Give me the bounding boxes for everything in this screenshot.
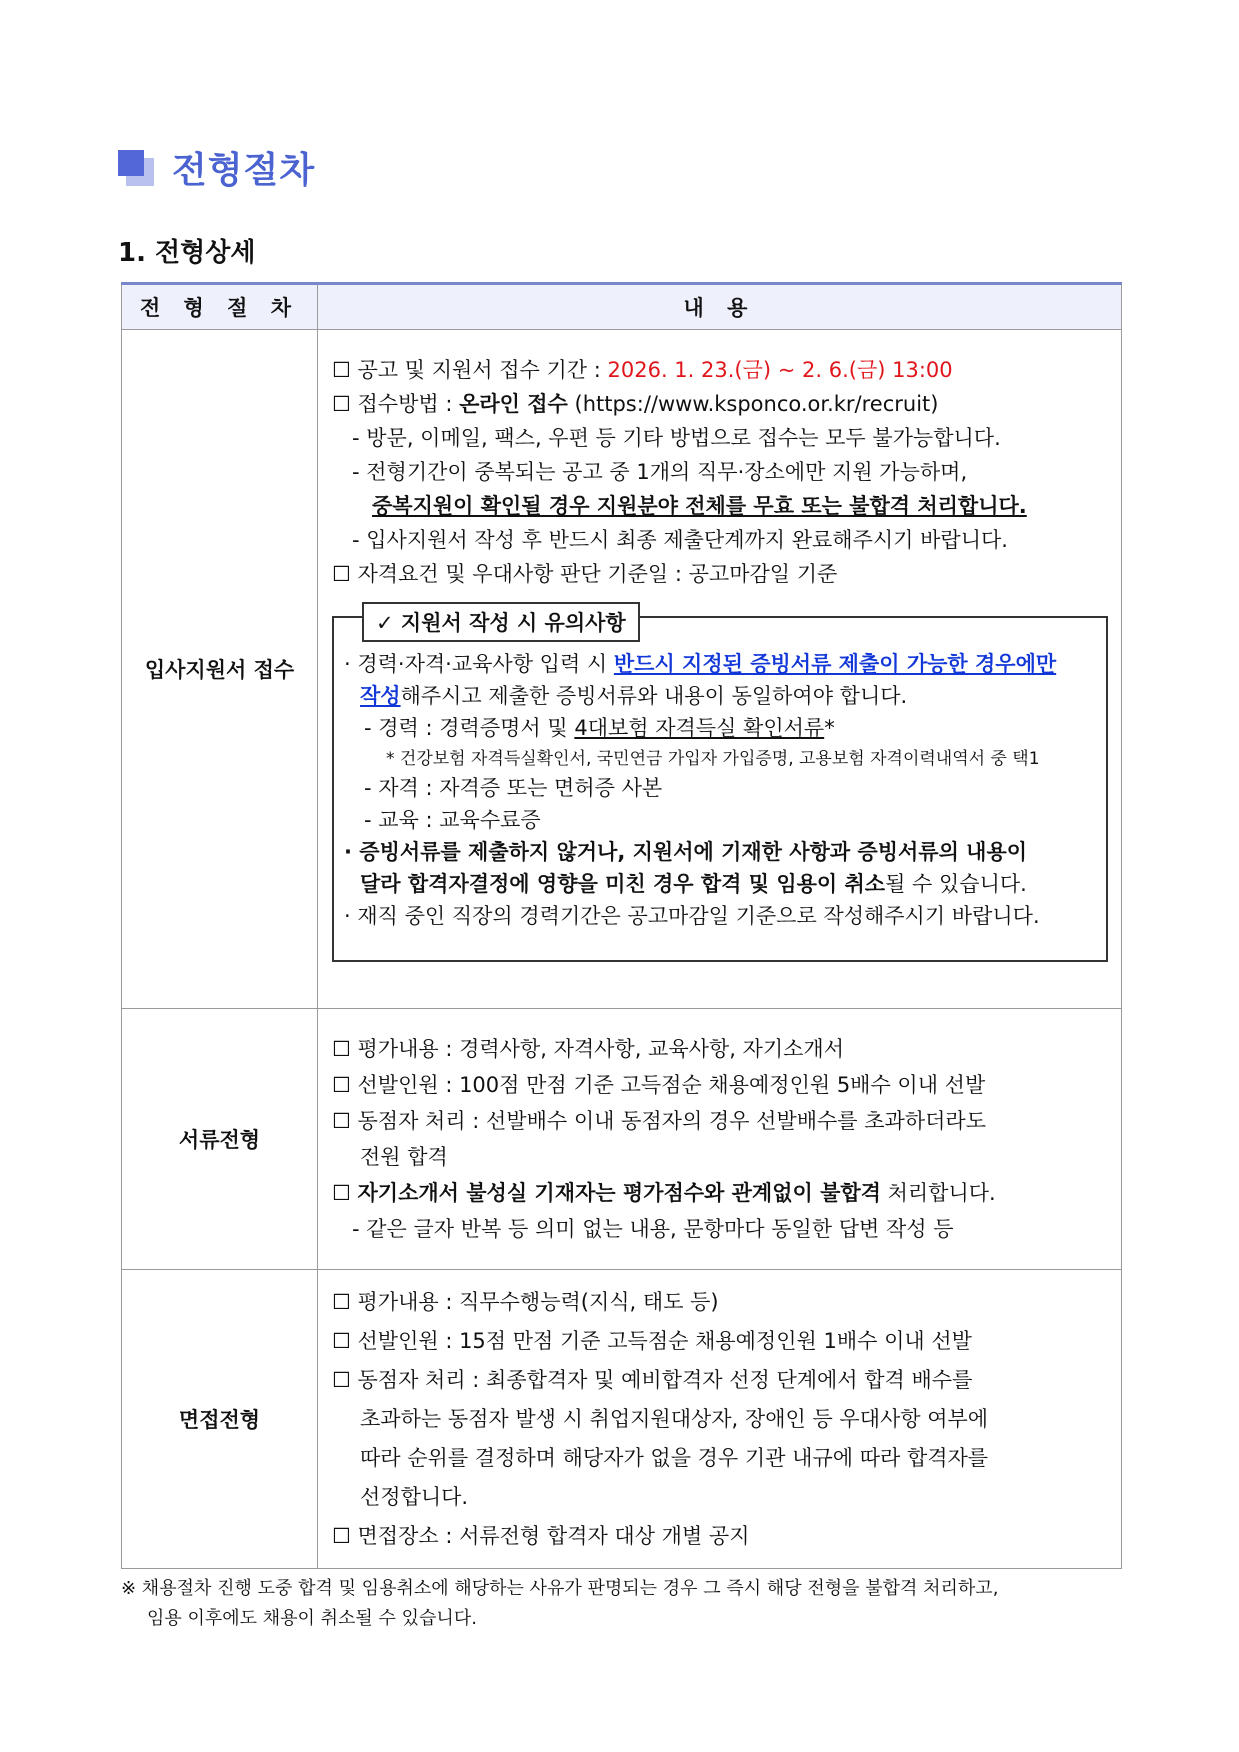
section-title: 전형절차 (172, 150, 316, 191)
text-line: 선정합니다. (360, 1485, 469, 1509)
row-content-document (318, 1009, 1122, 1270)
notice-line: · 재직 중인 직장의 경력기간은 공고마감일 기준으로 작성해주시기 바랍니다. (344, 904, 1040, 928)
text-line: ☐ 자기소개서 불성실 기재자는 평가점수와 관계없이 불합격 처리합니다. (332, 1181, 996, 1205)
footnote-line: ※ 채용절차 진행 도중 합격 및 임용취소에 해당하는 사유가 판명되는 경우 그 즉시 해당 전형을 불합격 처리하고, (121, 1578, 999, 1599)
section-heading (118, 142, 315, 193)
text-line: ☐ 평가내용 : 직무수행능력(지식, 태도 등) (332, 1290, 719, 1314)
notice-line-emphasis: · 증빙서류를 제출하지 않거나, 지원서에 기재한 사항과 증빙서류의 내용이 (344, 840, 1028, 864)
text-line: - 방문, 이메일, 팩스, 우편 등 기타 방법으로 접수는 모두 불가능합니다. (352, 426, 1001, 450)
row-label-document: 서류전형 (122, 1009, 318, 1270)
table-header-row (122, 284, 1122, 330)
notice-line: 작성해주시고 제출한 증빙서류와 내용이 동일하여야 합니다. (360, 684, 908, 708)
notice-line: - 교육 : 교육수료증 (364, 808, 541, 832)
row-content-interview (318, 1270, 1122, 1569)
text-line: - 전형기간이 중복되는 공고 중 1개의 직무·장소에만 지원 가능하며, (352, 460, 968, 484)
text-line: - 같은 글자 반복 등 의미 없는 내용, 문항마다 동일한 답변 작성 등 (352, 1217, 954, 1241)
table-row (122, 330, 1122, 1009)
notice-line: · 경력·자격·교육사항 입력 시 반드시 지정된 증빙서류 제출이 가능한 경우에만 (344, 652, 1057, 676)
square-bullet-icon (118, 150, 154, 186)
header-procedure: 전 형 절 차 (122, 284, 318, 330)
text-line-emphasis: 중복지원이 확인될 경우 지원분야 전체를 무효 또는 불합격 처리합니다. (372, 494, 1027, 518)
row-label-interview: 면접전형 (122, 1270, 318, 1569)
notice-box-title: ✓ 지원서 작성 시 유의사항 (362, 602, 640, 642)
notice-line: - 자격 : 자격증 또는 면허증 사본 (364, 776, 663, 800)
text-line: ☐ 선발인원 : 15점 만점 기준 고득점순 채용예정인원 1배수 이내 선발 (332, 1329, 972, 1353)
notice-footnote: * 건강보험 자격득실확인서, 국민연금 가입자 가입증명, 고용보험 자격이력내역서 중 택1 (386, 749, 1040, 769)
subsection-title: 1. 전형상세 (118, 238, 256, 268)
notice-box (332, 616, 1108, 962)
notice-line: - 경력 : 경력증명서 및 4대보험 자격득실 확인서류* (364, 716, 835, 740)
text-line: - 입사지원서 작성 후 반드시 최종 제출단계까지 완료해주시기 바랍니다. (352, 528, 1008, 552)
text-line: ☐ 동점자 처리 : 선발배수 이내 동점자의 경우 선발배수를 초과하더라도 (332, 1109, 986, 1133)
row-content-application (318, 330, 1122, 1009)
text-line: ☐ 자격요건 및 우대사항 판단 기준일 : 공고마감일 기준 (332, 562, 838, 586)
notice-line: 달라 합격자결정에 영향을 미친 경우 합격 및 임용이 취소될 수 있습니다. (360, 872, 1027, 896)
period-highlight: 2026. 1. 23.(금) ~ 2. 6.(금) 13:00 (607, 358, 953, 382)
row-label-application: 입사지원서 접수 (122, 330, 318, 1009)
text-line: ☐ 접수방법 : 온라인 접수 (https://www.ksponco.or.kr/recruit) (332, 392, 939, 416)
text-line: ☐ 동점자 처리 : 최종합격자 및 예비합격자 선정 단계에서 합격 배수를 (332, 1368, 973, 1392)
text-line: 따라 순위를 결정하며 해당자가 없을 경우 기관 내규에 따라 합격자를 (360, 1446, 989, 1470)
text-line: ☐ 공고 및 지원서 접수 기간 : 2026. 1. 23.(금) ~ 2. 6.(금) 13:00 (332, 358, 953, 382)
text-line: ☐ 평가내용 : 경력사항, 자격사항, 교육사항, 자기소개서 (332, 1037, 844, 1061)
recruit-url: (https://www.ksponco.or.kr/recruit) (567, 392, 939, 416)
text-line: ☐ 선발인원 : 100점 만점 기준 고득점순 채용예정인원 5배수 이내 선발 (332, 1073, 986, 1097)
footnote-line: 임용 이후에도 채용이 취소될 수 있습니다. (147, 1608, 477, 1629)
procedure-table (121, 282, 1122, 1569)
header-content: 내 용 (318, 284, 1122, 330)
table-row (122, 1270, 1122, 1569)
table-row (122, 1009, 1122, 1270)
text-line: 전원 합격 (360, 1145, 448, 1169)
text-line: 초과하는 동점자 발생 시 취업지원대상자, 장애인 등 우대사항 여부에 (360, 1407, 989, 1431)
text-line: ☐ 면접장소 : 서류전형 합격자 대상 개별 공지 (332, 1524, 750, 1548)
